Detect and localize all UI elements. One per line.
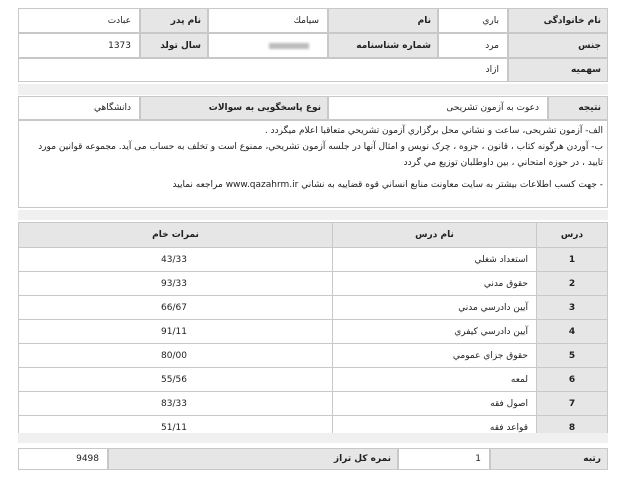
first-name-label: نام <box>328 8 438 33</box>
id-number-value <box>208 33 328 58</box>
row-number: 7 <box>537 392 608 416</box>
birth-year-value: 1373 <box>18 33 140 58</box>
first-name-value: سيامك <box>208 8 328 33</box>
course-score: 55/56 <box>19 368 333 392</box>
quota-label: سهمیه <box>508 58 608 82</box>
rank-value: 1 <box>398 448 490 470</box>
father-name-value: عبادت <box>18 8 140 33</box>
course-score: 66/67 <box>19 296 333 320</box>
course-name: قواعد فقه <box>333 416 537 440</box>
course-score: 83/33 <box>19 392 333 416</box>
total-score-value: 9498 <box>18 448 108 470</box>
table-row <box>19 392 608 416</box>
table-row <box>19 248 608 272</box>
quota-value: ازاد <box>18 58 508 82</box>
result-value: دعوت به آزمون تشریحی <box>328 96 548 120</box>
col-header-score: نمرات خام <box>19 223 333 248</box>
id-number-label: شماره شناسنامه <box>328 33 438 58</box>
answer-type-label: نوع پاسخگویی به سوالات <box>140 96 328 120</box>
course-name: حقوق مدني <box>333 272 537 296</box>
section-divider-3 <box>18 433 608 443</box>
answer-type-value: دانشگاهي <box>18 96 140 120</box>
table-row <box>19 320 608 344</box>
total-score-label: نمره كل تراز <box>108 448 398 470</box>
row-number: 1 <box>537 248 608 272</box>
grades-header-row <box>19 223 608 248</box>
row-number: 8 <box>537 416 608 440</box>
grades-table <box>18 222 608 440</box>
col-header-num: درس <box>537 223 608 248</box>
row-number: 6 <box>537 368 608 392</box>
row-number: 5 <box>537 344 608 368</box>
redacted-id-mark <box>269 43 309 49</box>
table-row <box>19 368 608 392</box>
section-divider <box>18 84 608 95</box>
course-name: آيين دادرسي مدني <box>333 296 537 320</box>
course-score: 43/33 <box>19 248 333 272</box>
rank-label: رتبه <box>490 448 608 470</box>
last-name-value: باري <box>438 8 508 33</box>
note-line-3: - جهت کسب اطلاعات بيشتر به سايت معاونت منابع انساني قوه قضاييه به نشاني www.qazahrm.ir مراجعه نماييد <box>172 180 603 190</box>
section-divider-2 <box>18 210 608 220</box>
birth-year-label: سال تولد <box>140 33 208 58</box>
table-row <box>19 272 608 296</box>
course-name: حقوق جزاي عمومي <box>333 344 537 368</box>
course-name: استعداد شغلي <box>333 248 537 272</box>
row-number: 3 <box>537 296 608 320</box>
table-row <box>19 344 608 368</box>
row-number: 2 <box>537 272 608 296</box>
course-score: 93/33 <box>19 272 333 296</box>
table-row <box>19 296 608 320</box>
course-score: 80/00 <box>19 344 333 368</box>
course-name: اصول فقه <box>333 392 537 416</box>
gender-label: جنس <box>508 33 608 58</box>
exam-notes <box>18 120 608 208</box>
father-name-label: نام پدر <box>140 8 208 33</box>
course-name: آيين دادرسي كيفري <box>333 320 537 344</box>
note-line-1: الف- آزمون تشریحی، ساعت و نشاني محل برگزاري آزمون تشريحي متعاقبا اعلام ميگردد . <box>264 126 603 136</box>
result-label: نتیجه <box>548 96 608 120</box>
course-score: 51/11 <box>19 416 333 440</box>
col-header-name: نام درس <box>333 223 537 248</box>
gender-value: مرد <box>438 33 508 58</box>
row-number: 4 <box>537 320 608 344</box>
note-line-2: ب- آوردن هرگونه کتاب ، قانون ، جزوه ، چرک نویس و امثال آنها در جلسه آزمون تشريحي، ممنوع است و تخلف به حساب می آید. مجموعه قوانين مورد تاييد ، در حوزه امتحاني ، بين داوطلبان توزيع مي گردد <box>38 142 603 168</box>
course-score: 91/11 <box>19 320 333 344</box>
course-name: لمعه <box>333 368 537 392</box>
last-name-label: نام خانوادگی <box>508 8 608 33</box>
